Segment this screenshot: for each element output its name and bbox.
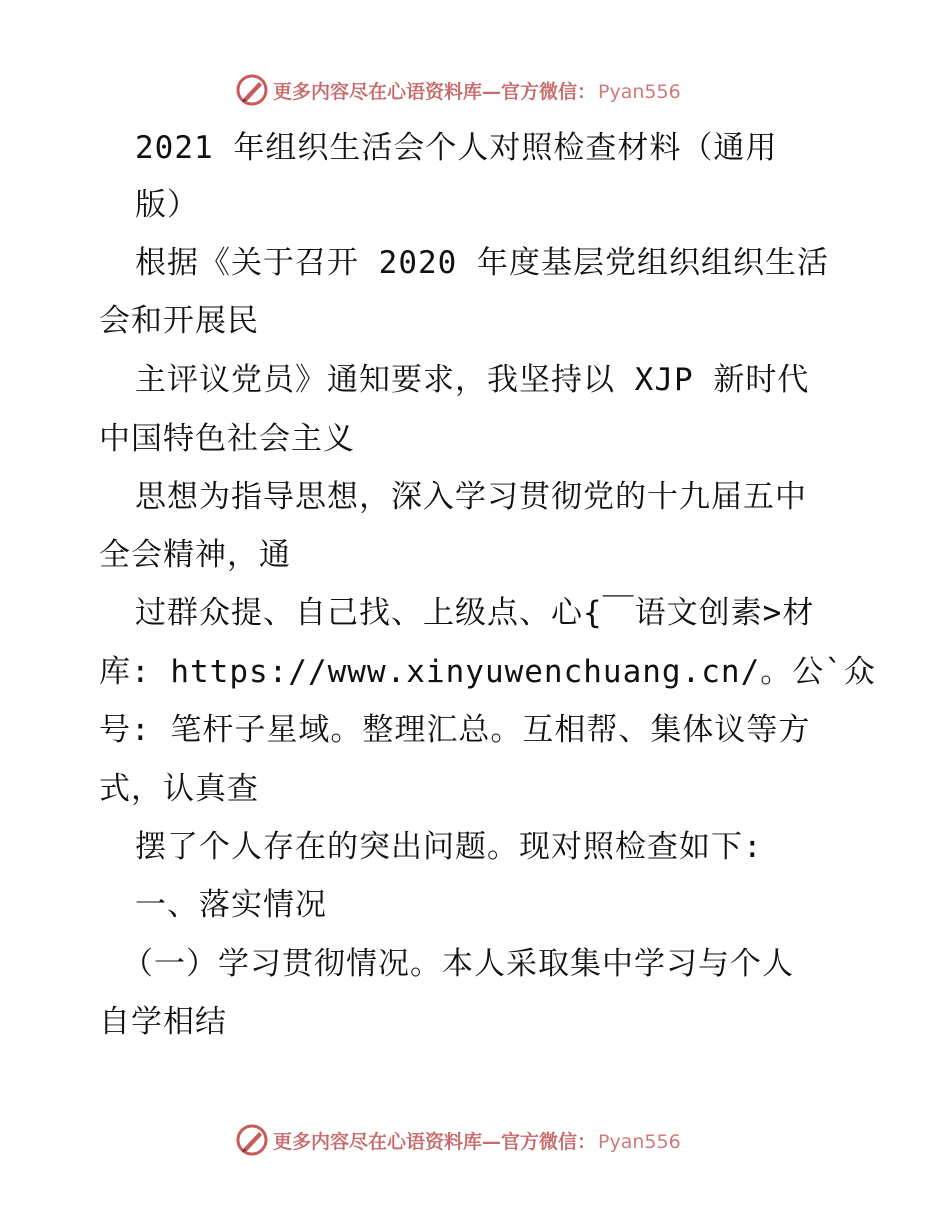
watermark-text: 更多内容尽在心语资料库—官方微信： Pyan556 <box>273 1130 681 1153</box>
text-line: 中国特色社会主义 <box>99 421 355 457</box>
text-line: 主评议党员》通知要求，我坚持以 XJP 新时代 <box>135 362 810 398</box>
watermark-text: 更多内容尽在心语资料库—官方微信： Pyan556 <box>273 80 681 103</box>
title-line-1: 2021 年组织生活会个人对照检查材料（通用 <box>135 130 778 166</box>
text-line: 过群众提、自己找、上级点、心{￣语文创素>材 <box>135 595 815 631</box>
text-line: 思想为指导思想，深入学习贯彻党的十九届五中 <box>135 479 807 515</box>
watermark-header <box>235 73 835 107</box>
title-line-2: 版） <box>135 187 199 223</box>
text-line: 摆了个人存在的突出问题。现对照检查如下: <box>135 829 763 865</box>
text-line: 库: https://www.xinyuwenchuang.cn/。公`众 <box>99 654 876 690</box>
section-heading: 一、落实情况 <box>135 887 327 923</box>
text-line: （一）学习贯彻情况。本人采取集中学习与个人 <box>122 946 794 982</box>
watermark-id: Pyan556 <box>598 1130 681 1153</box>
text-line: 号: 笔杆子星域。整理汇总。互相帮、集体议等方 <box>99 712 811 748</box>
text-line: 自学相结 <box>99 1004 227 1040</box>
text-line: 式，认真查 <box>99 771 259 807</box>
text-line: 会和开展民 <box>99 303 259 339</box>
pen-logo-icon <box>235 1123 269 1157</box>
text-line: 根据《关于召开 2020 年度基层党组织组织生活 <box>135 245 829 281</box>
pen-logo-icon <box>235 73 269 107</box>
watermark-id: Pyan556 <box>598 80 681 103</box>
watermark-footer <box>235 1123 835 1157</box>
text-line: 全会精神，通 <box>99 537 291 573</box>
